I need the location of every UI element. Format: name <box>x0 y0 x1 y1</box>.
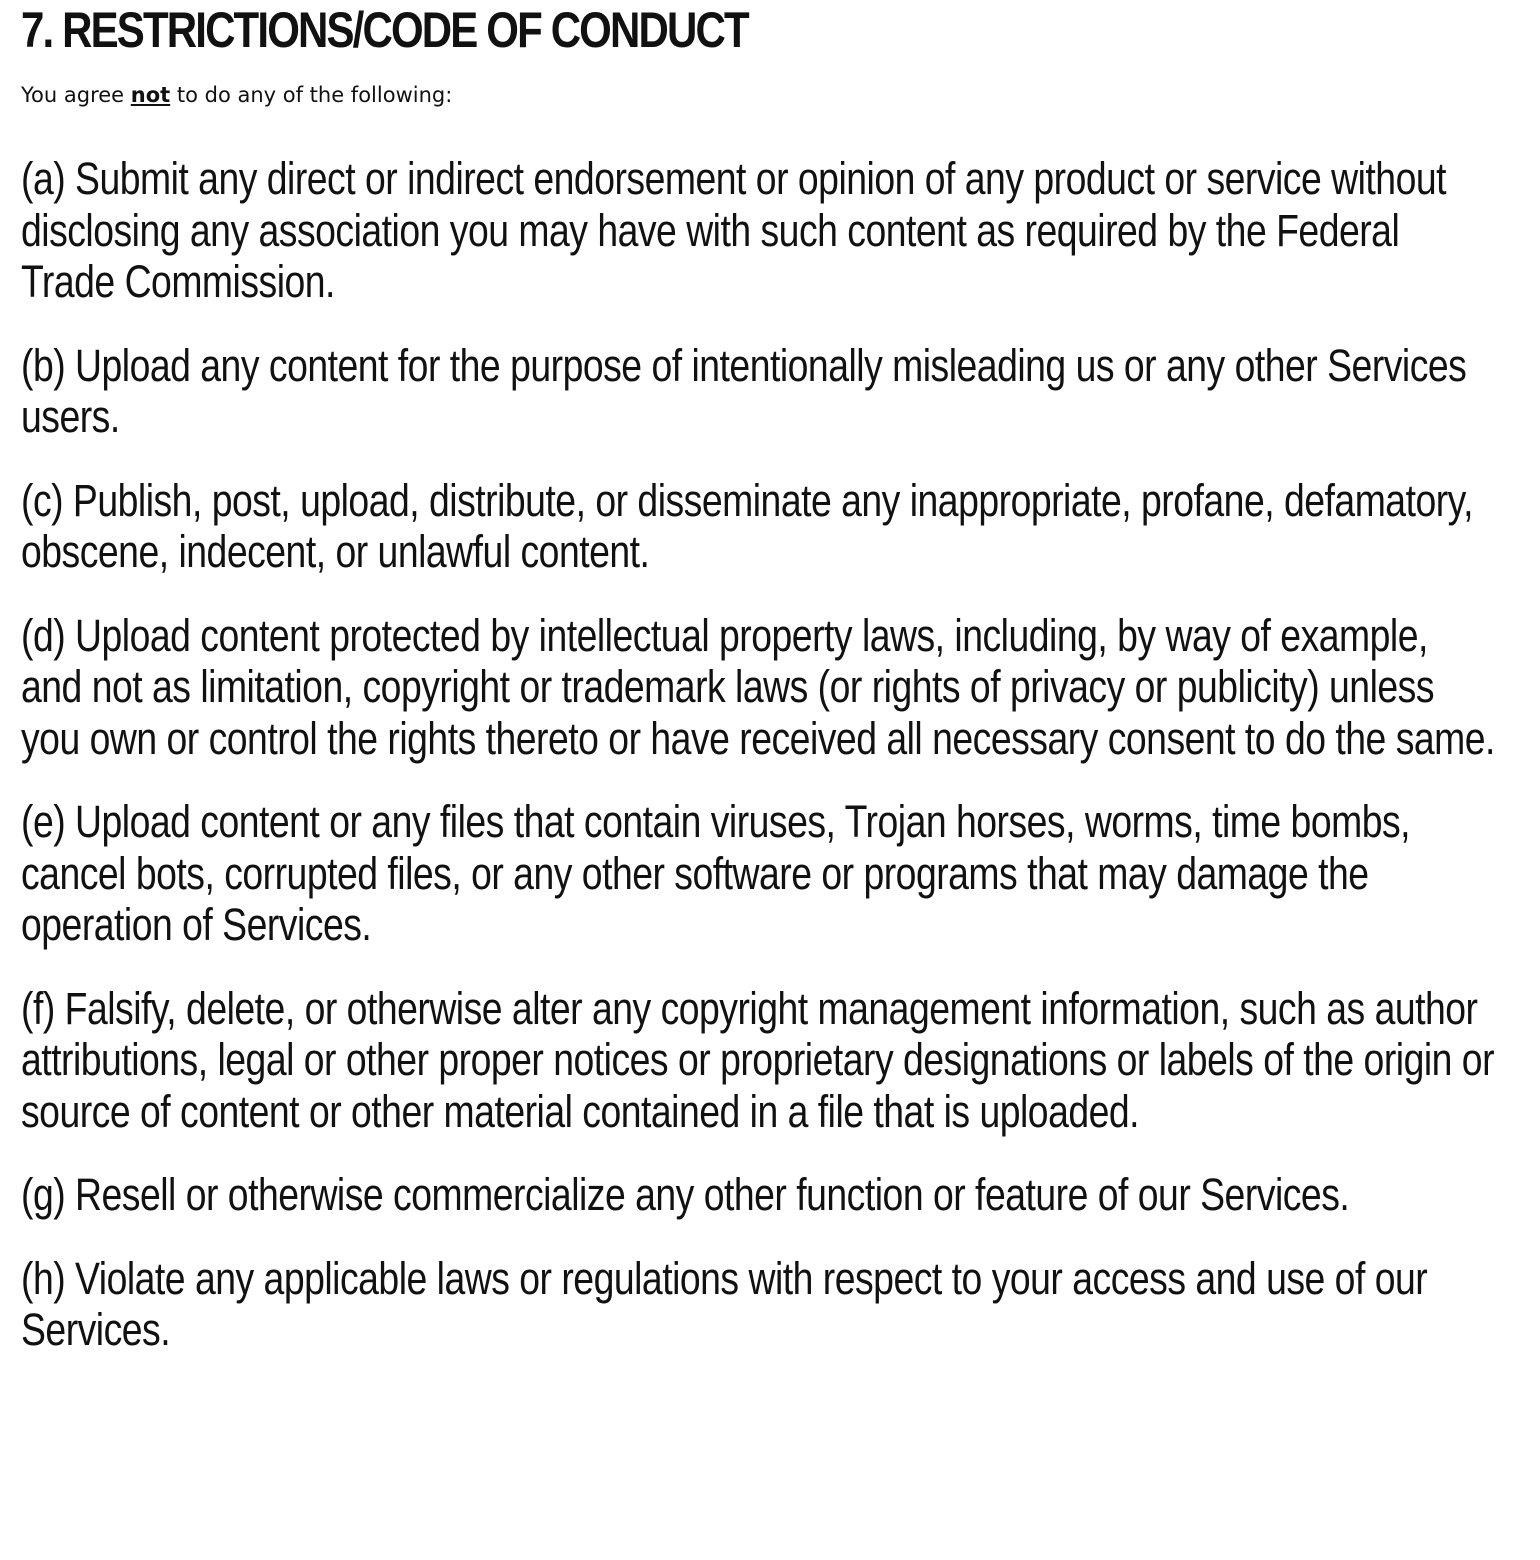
section-title: 7. RESTRICTIONS/CODE OF CONDUCT <box>21 2 748 58</box>
restriction-clause-h: (h) Violate any applicable laws or regulations with respect to your access and use of our Services. <box>21 1252 1428 1355</box>
restriction-clause-c: (c) Publish, post, upload, distribute, or disseminate any inappropriate, profane, defamatory, obscene, indecent, or unlawful content. <box>21 474 1473 577</box>
restriction-list <box>21 153 1530 1356</box>
restriction-clause-g: (g) Resell or otherwise commercialize any other function or feature of our Services. <box>21 1169 1350 1220</box>
intro-before: You agree <box>21 83 131 107</box>
intro-emphasis: not <box>130 83 171 107</box>
restriction-clause-f: (f) Falsify, delete, or otherwise alter any copyright management information, such as author attributions, legal or other proper notices or proprietary designations or labels of the origin or source of content or other material contained in a file that is uploaded. <box>21 982 1495 1137</box>
restriction-clause-e: (e) Upload content or any files that contain viruses, Trojan horses, worms, time bombs, cancel bots, corrupted files, or any other software or programs that may damage the operation of Services. <box>21 796 1411 950</box>
intro-text <box>21 80 1530 110</box>
intro-after: to do any of the following: <box>170 83 453 107</box>
restriction-clause-b: (b) Upload any content for the purpose of intentionally misleading us or any other Services users. <box>21 339 1467 442</box>
restriction-clause-d: (d) Upload content protected by intellectual property laws, including, by way of example, and not as limitation, copyright or trademark laws (or rights of privacy or publicity) unless you own or control the rights thereto or have received all necessary consent to do the same. <box>21 609 1495 764</box>
restriction-clause-a: (a) Submit any direct or indirect endorsement or opinion of any product or service without disclosing any association you may have with such content as required by the Federal Trade Commission. <box>21 153 1447 307</box>
